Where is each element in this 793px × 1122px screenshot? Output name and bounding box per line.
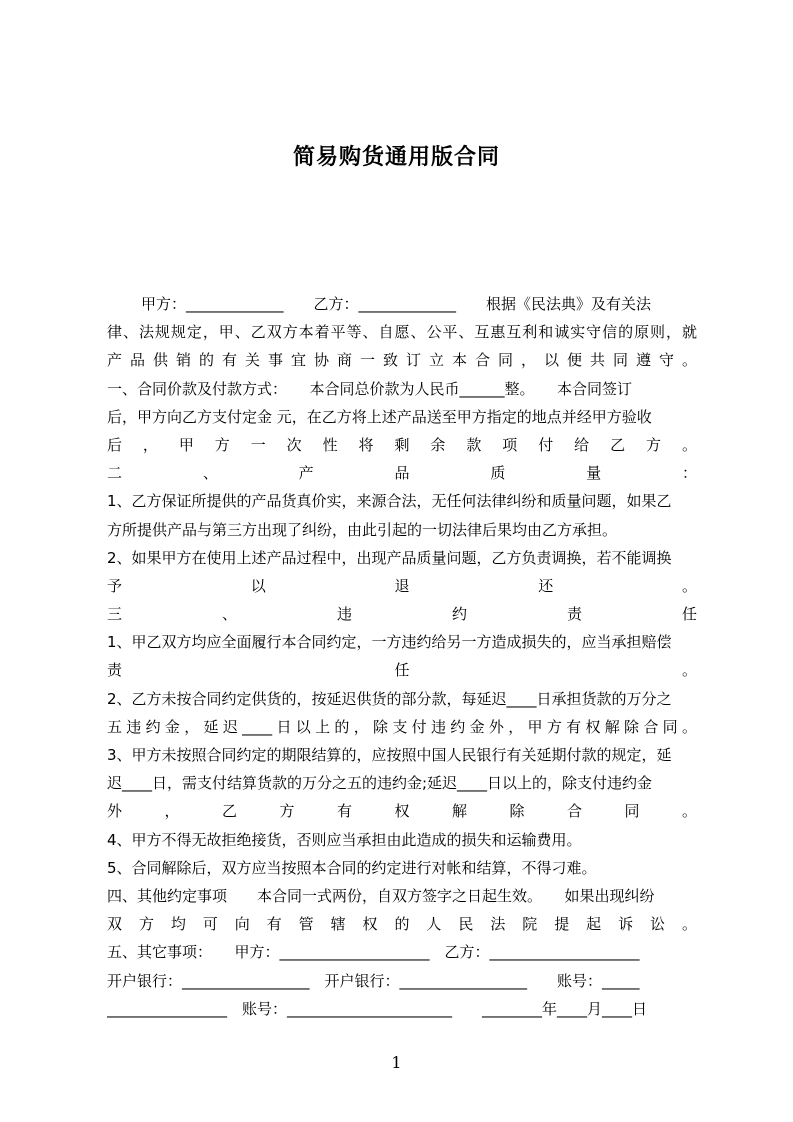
- text-line: 开户银行：_________________ 开户银行：_________________ 账号：_____: [107, 971, 640, 990]
- text-line: 双方均可向有管辖权的人民法院提起诉讼。: [107, 915, 697, 934]
- text-line: ________________ 账号：______________________ ________年____月____日: [107, 999, 648, 1018]
- text-line: 后，甲方向乙方支付定金 元，在乙方将上述产品送至甲方指定的地点并经甲方验收: [107, 407, 652, 426]
- text-line: 方所提供产品与第三方出现了纠纷，由此引起的一切法律后果均由乙方承担。: [107, 520, 618, 539]
- text-line: 甲方：_____________ 乙方：_____________ 根据《民法典》及有关法: [141, 295, 652, 313]
- section-heading: 三、违约责任: [107, 605, 697, 624]
- document-title: 简易购货通用版合同: [292, 145, 500, 170]
- text-line: 四、其他约定事项 本合同一式两份，自双方签字之日起生效。 如果出现纠纷: [107, 886, 655, 905]
- text-line: 外，乙方有权解除合同。: [107, 802, 697, 821]
- text-line: 2、乙方未按合同约定供货的，按延迟供货的部分款，每延迟____日承担货款的万分之: [107, 689, 672, 708]
- text-line: 1、甲乙双方均应全面履行本合同约定，一方违约给另一方造成损失的，应当承担赔偿: [107, 633, 672, 652]
- page-number: 1: [391, 1053, 402, 1072]
- text-line: 责任。: [107, 661, 697, 680]
- text-line: 迟____日，需支付结算货款的万分之五的违约金;延迟____日以上的，除支付违约金: [107, 774, 653, 793]
- text-line: 3、甲方未按照合同约定的期限结算的，应按照中国人民银行有关延期付款的规定，延: [107, 746, 672, 764]
- contract-body: [107, 290, 697, 1023]
- text-line: 4、甲方不得无故拒绝接货，否则应当承担由此造成的损失和运输费用。: [107, 830, 582, 849]
- text-line: 产品供销的有关事宜协商一致订立本合同，以便共同遵守。: [107, 351, 697, 370]
- text-line: 1、乙方保证所提供的产品货真价实，来源合法，无任何法律纠纷和质量问题，如果乙: [107, 492, 672, 511]
- text-line: 律、法规规定，甲、乙双方本着平等、自愿、公平、互惠互利和诚实守信的原则，就: [107, 323, 697, 342]
- text-line: 五、其它事项： 甲方：____________________ 乙方：____________________: [107, 943, 640, 962]
- text-line: 一、合同价款及付款方式： 本合同总价款为人民币______整。 本合同签订: [107, 379, 633, 398]
- text-line: 五违约金，延迟____日以上的，除支付违约金外，甲方有权解除合同。: [107, 717, 697, 736]
- text-line: 5、合同解除后，双方应当按照本合同的约定进行对帐和结算，不得刁难。: [107, 858, 597, 877]
- text-line: 予以退还。: [107, 576, 697, 595]
- text-line: 后，甲方一次性将剩余款项付给乙方。: [107, 435, 697, 454]
- section-heading: 二、产品质量：: [107, 464, 697, 483]
- text-line: 2、如果甲方在使用上述产品过程中，出现产品质量问题，乙方负责调换，若不能调换: [107, 548, 672, 567]
